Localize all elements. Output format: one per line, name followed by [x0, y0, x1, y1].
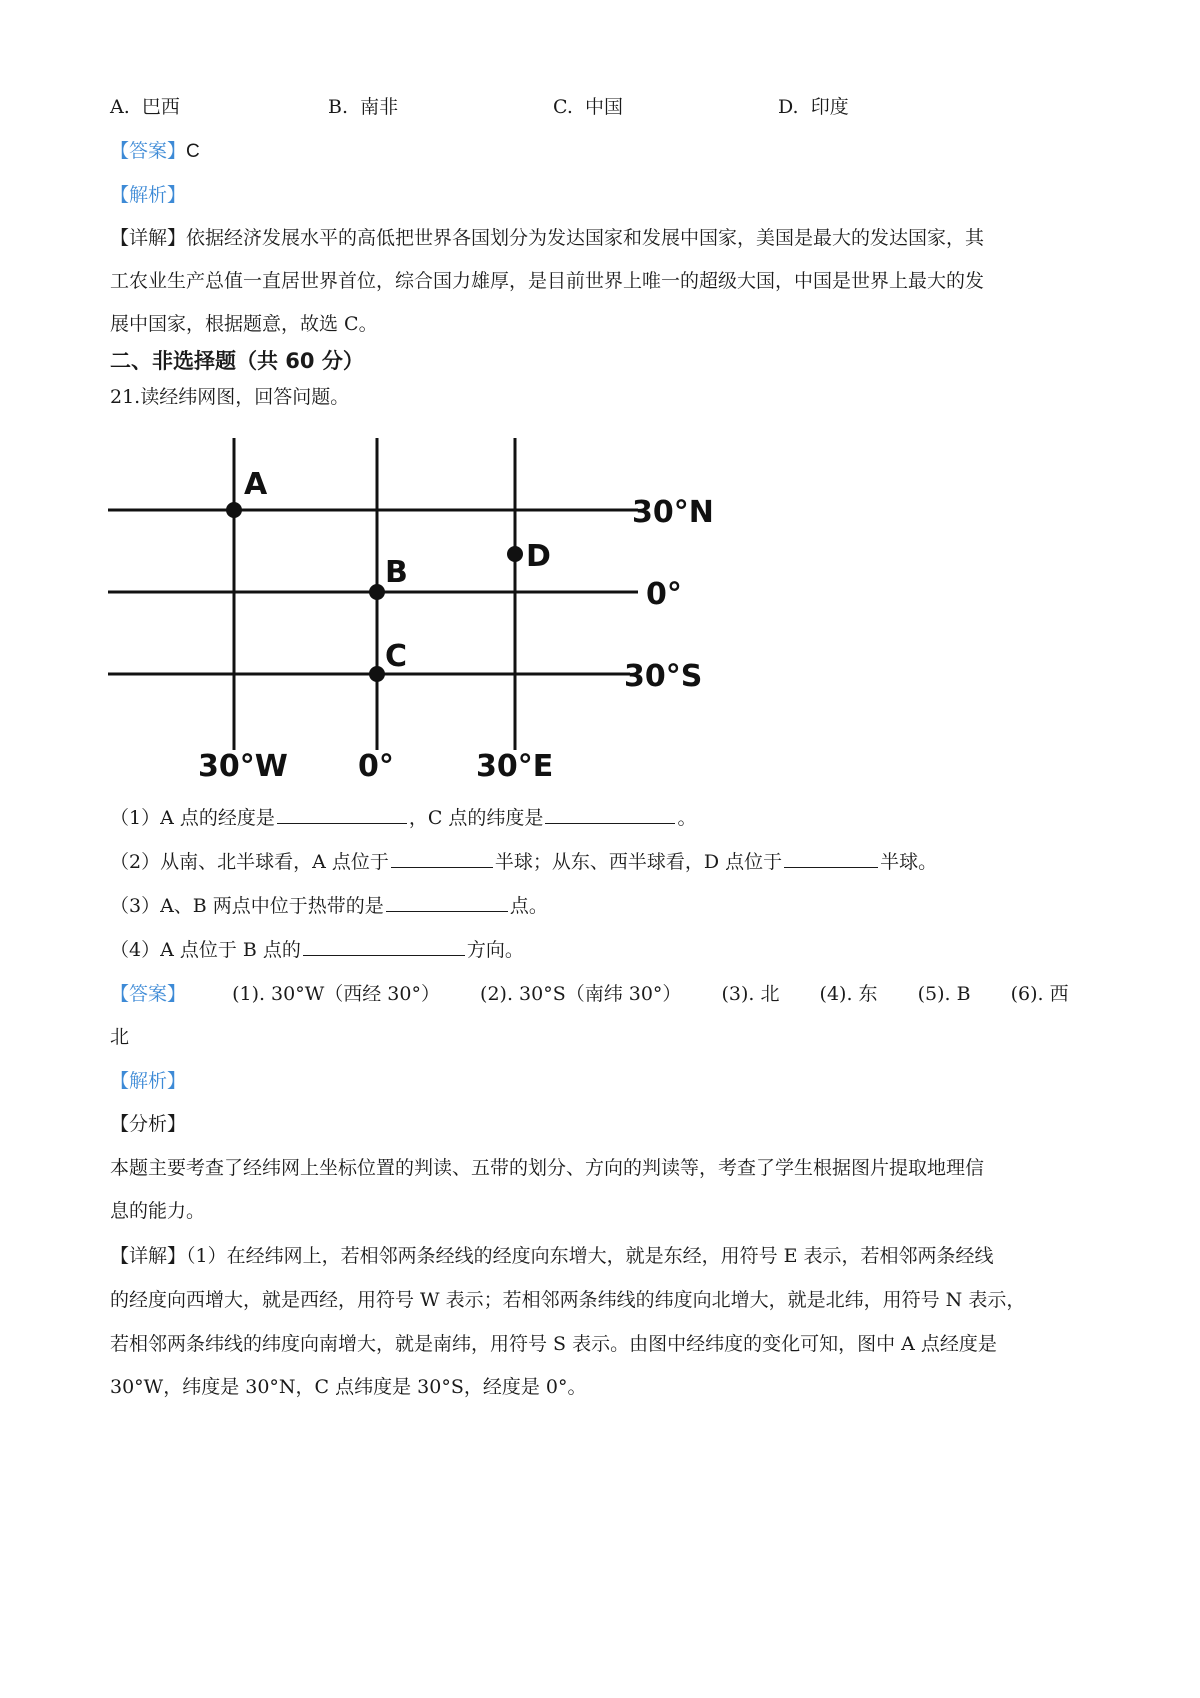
detail-tag: 【详解】: [110, 1245, 187, 1267]
blank-2[interactable]: [545, 803, 675, 824]
q20-answer: [110, 136, 200, 167]
point-c-marker: [369, 666, 385, 682]
answer-2: (2). 30°S（南纬 30°）: [480, 983, 682, 1005]
q21-sub3: （3）A、B 两点中位于热带的是 点。: [110, 891, 548, 921]
blank-3[interactable]: [391, 847, 493, 868]
lon-label-0: 0°: [358, 749, 394, 784]
q21-detail-line2: 的经度向西增大，就是西经，用符号 W 表示；若相邻两条纬线的纬度向北增大，就是北纬，用符号 N 表示，: [110, 1289, 1026, 1311]
option-a: A. 巴西: [110, 96, 180, 118]
q21-answer-wrap: 北: [110, 1026, 130, 1048]
section-title: 二、非选择题（共 60 分）: [110, 349, 364, 373]
q21-detail-line3: 若相邻两条纬线的纬度向南增大，就是南纬，用符号 S 表示。由图中经纬度的变化可知，图中 A 点经度是: [110, 1333, 997, 1355]
point-c-label: C: [385, 639, 408, 674]
lat-label-30s: 30°S: [624, 659, 703, 694]
q21-stem: 21.读经纬网图，回答问题。: [110, 386, 350, 408]
q21-answer-row: [110, 979, 1069, 1009]
q21-fenxi-tag: 【分析】: [110, 1113, 187, 1135]
answer-value: C: [186, 141, 200, 162]
q21-sub1: （1）A 点的经度是 ，C 点的纬度是 。: [110, 803, 696, 833]
answer-tag: 【答案】: [110, 983, 187, 1005]
point-a-label: A: [244, 467, 268, 502]
option-d: D. 印度: [778, 96, 849, 118]
point-b-label: B: [385, 555, 408, 590]
option-c: C. 中国: [553, 96, 624, 118]
q21-sub4: （4）A 点位于 B 点的 方向。: [110, 935, 524, 965]
answer-1: (1). 30°W（西经 30°）: [232, 983, 440, 1005]
answer-3: (3). 北: [721, 983, 780, 1005]
point-d-label: D: [526, 539, 551, 574]
q20-analysis-tag: 【解析】: [110, 184, 187, 206]
lat-label-30n: 30°N: [632, 495, 714, 530]
option-b: B. 南非: [328, 96, 399, 118]
blank-1[interactable]: [277, 803, 407, 824]
q21-fenxi-line2: 息的能力。: [110, 1200, 206, 1222]
q21-detail-line1: [110, 1241, 994, 1271]
q21-detail-line4: 30°W，纬度是 30°N，C 点纬度是 30°S，经度是 0°。: [110, 1376, 587, 1398]
point-a-marker: [226, 502, 242, 518]
lon-label-30e: 30°E: [476, 749, 554, 784]
blank-6[interactable]: [303, 935, 465, 956]
q21-analysis-tag: 【解析】: [110, 1070, 187, 1092]
detail-text: （1）在经纬网上，若相邻两条经线的经度向东增大，就是东经，用符号 E 表示，若相邻两条经线: [186, 1245, 994, 1267]
q20-detail-line2: 工农业生产总值一直居世界首位，综合国力雄厚，是目前世界上唯一的超级大国，中国是世界上最大的发: [110, 270, 985, 292]
lon-label-30w: 30°W: [198, 749, 288, 784]
lat-label-0: 0°: [646, 577, 682, 612]
q20-detail-line1: [110, 223, 984, 253]
answer-6: (6). 西: [1010, 983, 1069, 1005]
answer-tag: 【答案】: [110, 140, 187, 162]
lat-long-grid-diagram: [106, 430, 756, 790]
q21-sub2: （2）从南、北半球看，A 点位于 半球；从东、西半球看，D 点位于 半球。: [110, 847, 937, 877]
detail-text: 依据经济发展水平的高低把世界各国划分为发达国家和发展中国家，美国是最大的发达国家，其: [186, 227, 985, 249]
point-b-marker: [369, 584, 385, 600]
blank-4[interactable]: [784, 847, 878, 868]
q20-detail-line3: 展中国家，根据题意，故选 C。: [110, 313, 378, 335]
detail-tag: 【详解】: [110, 227, 187, 249]
q21-fenxi-line1: 本题主要考查了经纬网上坐标位置的判读、五带的划分、方向的判读等，考查了学生根据图片提取地理信: [110, 1157, 985, 1179]
answer-4: (4). 东: [819, 983, 878, 1005]
answer-5: (5). B: [917, 983, 971, 1005]
blank-5[interactable]: [386, 891, 508, 912]
point-d-marker: [507, 546, 523, 562]
